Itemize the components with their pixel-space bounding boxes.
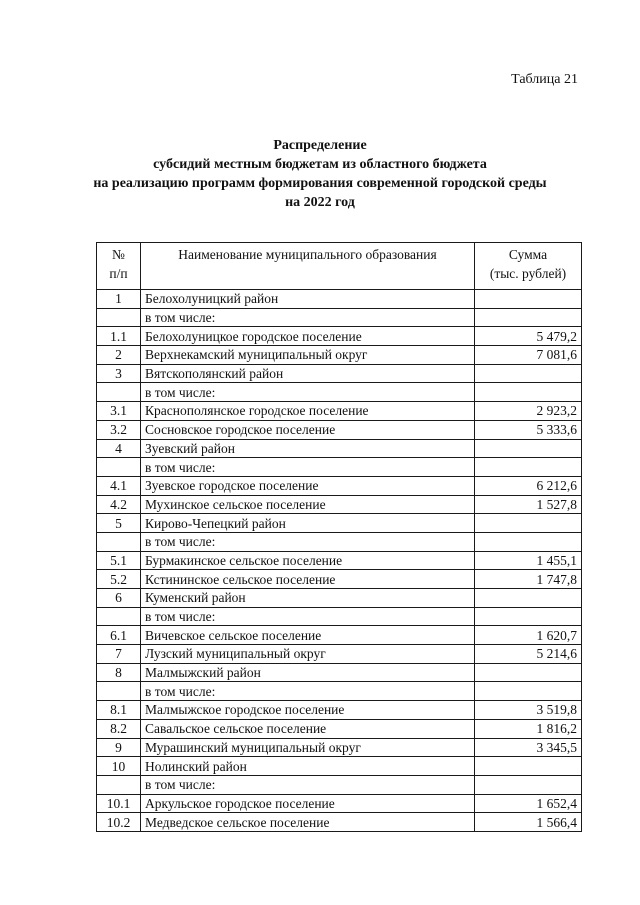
- table-row: [97, 775, 582, 794]
- row-number-cell: 8.1: [97, 701, 141, 720]
- row-number-cell: 5.1: [97, 551, 141, 570]
- municipality-name-cell: Кирово-Чепецкий район: [141, 514, 475, 533]
- row-number-cell: 10: [97, 757, 141, 776]
- amount-cell: [475, 364, 582, 383]
- amount-cell: 1 455,1: [475, 551, 582, 570]
- table-row: [97, 476, 582, 495]
- municipality-name-cell: Медведское сельское поселение: [141, 813, 475, 832]
- row-number-cell: 10.2: [97, 813, 141, 832]
- table-body: [97, 290, 582, 832]
- row-number-cell: 6: [97, 589, 141, 608]
- row-number-cell: 5: [97, 514, 141, 533]
- table-row: [97, 626, 582, 645]
- table-row: [97, 794, 582, 813]
- table-row: [97, 570, 582, 589]
- municipality-name-cell: Куменский район: [141, 589, 475, 608]
- amount-cell: [475, 663, 582, 682]
- table-row: [97, 514, 582, 533]
- amount-cell: 5 214,6: [475, 645, 582, 664]
- amount-cell: 1 527,8: [475, 495, 582, 514]
- amount-cell: [475, 290, 582, 309]
- column-header-name: [141, 243, 475, 290]
- municipality-name-cell: Зуевский район: [141, 439, 475, 458]
- table-row: [97, 458, 582, 477]
- row-number-cell: 1: [97, 290, 141, 309]
- subsidy-table: [96, 242, 582, 832]
- document-heading: [0, 136, 640, 212]
- row-number-cell: [97, 607, 141, 626]
- heading-line: на реализацию программ формирования современной городской среды: [93, 176, 547, 191]
- amount-cell: 7 081,6: [475, 346, 582, 365]
- municipality-name-cell: Бурмакинское сельское поселение: [141, 551, 475, 570]
- municipality-name-cell: Зуевское городское поселение: [141, 476, 475, 495]
- row-number-cell: [97, 775, 141, 794]
- amount-cell: [475, 682, 582, 701]
- row-number-cell: [97, 458, 141, 477]
- row-number-cell: [97, 682, 141, 701]
- column-header-number-line: п/п: [109, 266, 128, 281]
- municipality-name-cell: Мурашинский муниципальный округ: [141, 738, 475, 757]
- row-number-cell: 9: [97, 738, 141, 757]
- row-number-cell: 3.1: [97, 402, 141, 421]
- amount-cell: 5 479,2: [475, 327, 582, 346]
- municipality-name-cell: Малмыжское городское поселение: [141, 701, 475, 720]
- column-header-number-line: №: [112, 247, 125, 262]
- table-row: [97, 290, 582, 309]
- municipality-name-cell: в том числе:: [141, 682, 475, 701]
- amount-cell: 3 345,5: [475, 738, 582, 757]
- municipality-name-cell: в том числе:: [141, 607, 475, 626]
- amount-cell: 3 519,8: [475, 701, 582, 720]
- amount-cell: [475, 458, 582, 477]
- row-number-cell: 4.1: [97, 476, 141, 495]
- amount-cell: [475, 439, 582, 458]
- municipality-name-cell: Савальское сельское поселение: [141, 719, 475, 738]
- table-header-row: [97, 243, 582, 290]
- amount-cell: 1 747,8: [475, 570, 582, 589]
- municipality-name-cell: Мухинское сельское поселение: [141, 495, 475, 514]
- table-row: [97, 327, 582, 346]
- amount-cell: [475, 757, 582, 776]
- row-number-cell: 6.1: [97, 626, 141, 645]
- table-row: [97, 682, 582, 701]
- heading-line: субсидий местным бюджетам из областного бюджета: [153, 157, 487, 172]
- table-row: [97, 308, 582, 327]
- table-row: [97, 420, 582, 439]
- column-header-sum: [475, 243, 582, 290]
- amount-cell: [475, 589, 582, 608]
- row-number-cell: 3: [97, 364, 141, 383]
- table-row: [97, 589, 582, 608]
- municipality-name-cell: Белохолуницкий район: [141, 290, 475, 309]
- municipality-name-cell: Аркульское городское поселение: [141, 794, 475, 813]
- table-row: [97, 813, 582, 832]
- amount-cell: 1 620,7: [475, 626, 582, 645]
- column-header-number: [97, 243, 141, 290]
- row-number-cell: 4: [97, 439, 141, 458]
- municipality-name-cell: Белохолуницкое городское поселение: [141, 327, 475, 346]
- municipality-name-cell: в том числе:: [141, 458, 475, 477]
- municipality-name-cell: Нолинский район: [141, 757, 475, 776]
- amount-cell: 5 333,6: [475, 420, 582, 439]
- heading-line: Распределение: [273, 138, 367, 153]
- table-row: [97, 402, 582, 421]
- municipality-name-cell: в том числе:: [141, 308, 475, 327]
- amount-cell: 1 816,2: [475, 719, 582, 738]
- municipality-name-cell: Лузский муниципальный округ: [141, 645, 475, 664]
- row-number-cell: [97, 308, 141, 327]
- column-header-name-label: Наименование муниципального образования: [178, 247, 437, 262]
- table-row: [97, 532, 582, 551]
- row-number-cell: 10.1: [97, 794, 141, 813]
- amount-cell: 6 212,6: [475, 476, 582, 495]
- row-number-cell: 7: [97, 645, 141, 664]
- column-header-sum-line: (тыс. рублей): [489, 266, 567, 281]
- municipality-name-cell: Вичевское сельское поселение: [141, 626, 475, 645]
- amount-cell: [475, 308, 582, 327]
- row-number-cell: 5.2: [97, 570, 141, 589]
- table-row: [97, 738, 582, 757]
- amount-cell: 1 566,4: [475, 813, 582, 832]
- municipality-name-cell: Сосновское городское поселение: [141, 420, 475, 439]
- row-number-cell: 3.2: [97, 420, 141, 439]
- table-row: [97, 364, 582, 383]
- amount-cell: 1 652,4: [475, 794, 582, 813]
- municipality-name-cell: Малмыжский район: [141, 663, 475, 682]
- amount-cell: [475, 775, 582, 794]
- table-row: [97, 346, 582, 365]
- table-row: [97, 607, 582, 626]
- table-row: [97, 439, 582, 458]
- amount-cell: [475, 514, 582, 533]
- row-number-cell: [97, 532, 141, 551]
- table-row: [97, 383, 582, 402]
- amount-cell: [475, 607, 582, 626]
- column-header-sum-line: Сумма: [508, 247, 548, 262]
- row-number-cell: 4.2: [97, 495, 141, 514]
- municipality-name-cell: Краснополянское городское поселение: [141, 402, 475, 421]
- row-number-cell: 1.1: [97, 327, 141, 346]
- row-number-cell: 2: [97, 346, 141, 365]
- table-row: [97, 701, 582, 720]
- table-row: [97, 757, 582, 776]
- municipality-name-cell: в том числе:: [141, 532, 475, 551]
- municipality-name-cell: Верхнекамский муниципальный округ: [141, 346, 475, 365]
- table-row: [97, 663, 582, 682]
- municipality-name-cell: Кстининское сельское поселение: [141, 570, 475, 589]
- municipality-name-cell: в том числе:: [141, 383, 475, 402]
- table-number: Таблица 21: [511, 72, 578, 87]
- row-number-cell: 8.2: [97, 719, 141, 738]
- table-row: [97, 551, 582, 570]
- amount-cell: [475, 383, 582, 402]
- heading-line: на 2022 год: [285, 195, 355, 210]
- table-row: [97, 719, 582, 738]
- municipality-name-cell: в том числе:: [141, 775, 475, 794]
- row-number-cell: [97, 383, 141, 402]
- table-row: [97, 645, 582, 664]
- amount-cell: [475, 532, 582, 551]
- table-row: [97, 495, 582, 514]
- row-number-cell: 8: [97, 663, 141, 682]
- amount-cell: 2 923,2: [475, 402, 582, 421]
- municipality-name-cell: Вятскополянский район: [141, 364, 475, 383]
